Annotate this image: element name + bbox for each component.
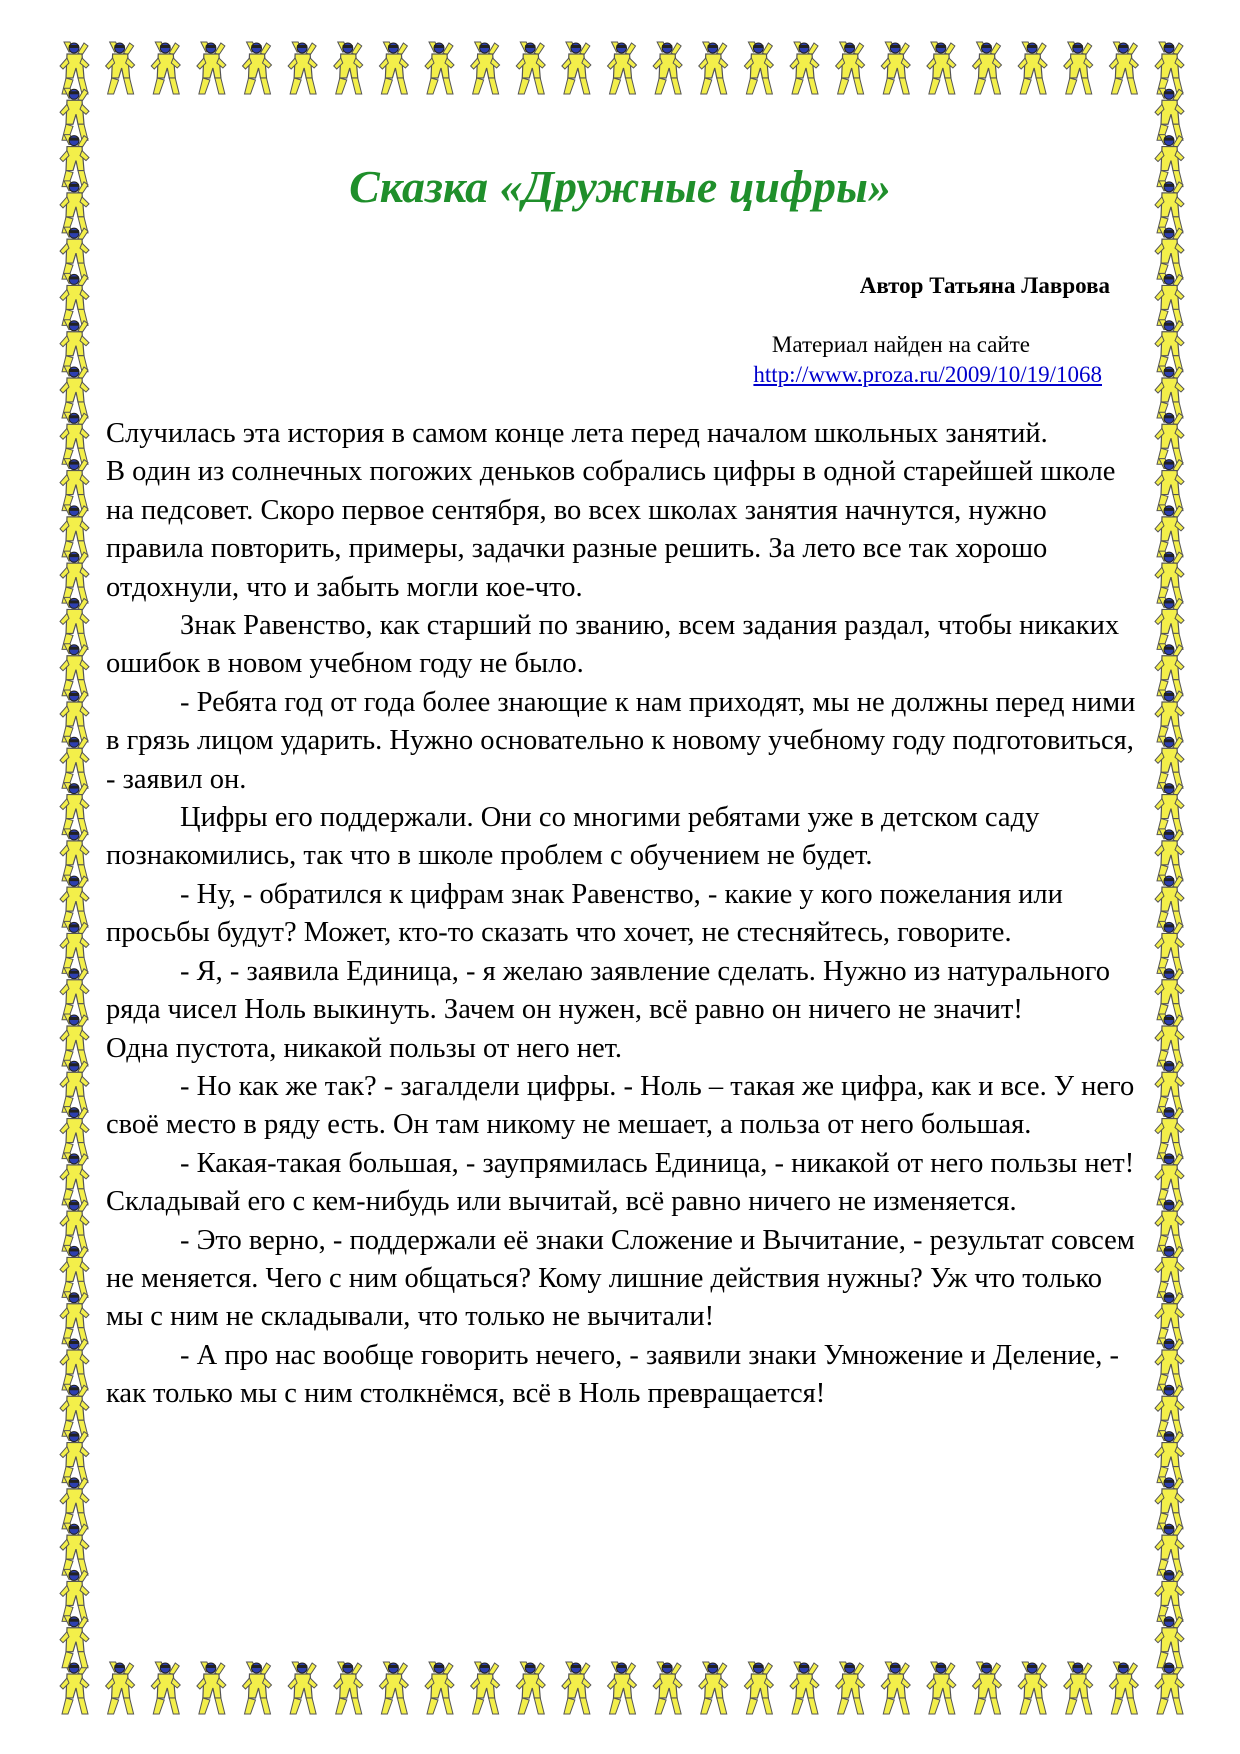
dancing-figure-icon	[60, 597, 89, 649]
dancing-figure-icon	[790, 42, 819, 94]
dancing-figure-icon	[106, 42, 135, 94]
dancing-figure-icon	[1155, 1199, 1184, 1251]
dancing-figure-icon	[60, 366, 89, 418]
dancing-figure-icon	[1155, 1245, 1184, 1297]
dancing-figure-icon	[1155, 459, 1184, 511]
dancing-figure-icon	[1155, 551, 1184, 603]
dancing-figure-icon	[60, 320, 89, 372]
dancing-figure-icon	[60, 1060, 89, 1112]
dancing-figure-icon	[927, 42, 956, 94]
dancing-figure-icon	[60, 459, 89, 511]
dancing-figure-icon	[790, 1662, 819, 1714]
dancing-figure-icon	[516, 42, 545, 94]
dancing-figure-icon	[471, 1662, 500, 1714]
dancing-figure-icon	[106, 1662, 135, 1714]
dancing-figure-icon	[836, 42, 865, 94]
dancing-figure-icon	[881, 42, 910, 94]
dancing-figure-icon	[1155, 736, 1184, 788]
dancing-figure-icon	[699, 42, 728, 94]
dancing-figure-icon	[60, 1107, 89, 1159]
dancing-figure-icon	[1155, 412, 1184, 464]
source-link[interactable]: http://www.proza.ru/2009/10/19/1068	[753, 362, 1102, 387]
dancing-figure-icon	[653, 42, 682, 94]
dancing-figure-icon	[60, 783, 89, 835]
dancing-figure-icon	[1155, 42, 1184, 94]
story-paragraph: - Это верно, - поддержали её знаки Сложение и Вычитание, - результат совсем не меняется. Чего с ним общаться? Кому лишние действия нужны? Уж что только мы с ним не складывали, что только не вычитали!	[106, 1224, 1135, 1333]
dancing-figure-icon	[1109, 1662, 1138, 1714]
dancing-figure-icon	[1109, 42, 1138, 94]
dancing-figure-icon	[744, 1662, 773, 1714]
dancing-figure-icon	[60, 1153, 89, 1205]
dancing-figure-icon	[1155, 1338, 1184, 1390]
story-paragraph: Цифры его поддержали. Они со многими ребятами уже в детском саду познакомились, так что в школе проблем с обучением не будет.	[106, 802, 1040, 872]
dancing-figure-icon	[1155, 1523, 1184, 1575]
dancing-figure-icon	[379, 42, 408, 94]
dancing-figure-icon	[60, 1338, 89, 1390]
dancing-figure-icon	[1064, 42, 1093, 94]
dancing-figure-icon	[60, 227, 89, 279]
dancing-figure-icon	[608, 42, 637, 94]
dancing-figure-icon	[60, 1431, 89, 1483]
dancing-figure-icon	[60, 968, 89, 1020]
author-line: Автор Татьяна Лаврова	[859, 273, 1110, 298]
dancing-figure-icon	[60, 1292, 89, 1344]
dancing-figure-icon	[1155, 1477, 1184, 1529]
dancing-figure-icon	[1155, 1384, 1184, 1436]
dancing-figure-icon	[151, 42, 180, 94]
dancing-figure-icon	[973, 42, 1002, 94]
dancing-figure-icon	[60, 875, 89, 927]
dancing-figure-icon	[653, 1662, 682, 1714]
dancing-figure-icon	[60, 551, 89, 603]
dancing-figure-icon	[1155, 829, 1184, 881]
story-paragraph: В один из солнечных погожих деньков собрались цифры в одной старейшей школе на педсовет. Скоро первое сентября, во всех школах занятия начнутся, нужно правила повторить, примеры, задачки разные решить. За лето все так хорошо отдохнули, что и забыть могли кое-что.	[106, 456, 1116, 603]
dancing-figure-icon	[60, 1199, 89, 1251]
dancing-figure-icon	[334, 42, 363, 94]
dancing-figure-icon	[881, 1662, 910, 1714]
source-label: Материал найден на сайте	[771, 332, 1030, 357]
dancing-figure-icon	[60, 736, 89, 788]
dancing-figure-icon	[60, 42, 89, 94]
dancing-figure-icon	[744, 42, 773, 94]
dancing-figure-icon	[60, 1014, 89, 1066]
dancing-figure-icon	[1155, 1107, 1184, 1159]
dancing-figure-icon	[425, 42, 454, 94]
dancing-figure-icon	[471, 42, 500, 94]
dancing-figure-icon	[1155, 88, 1184, 140]
dancing-figure-icon	[1155, 968, 1184, 1020]
page-title: Сказка «Дружные цифры»	[349, 161, 891, 212]
dancing-figure-icon	[1155, 1014, 1184, 1066]
dancing-figure-icon	[1155, 644, 1184, 696]
dancing-figure-icon	[1155, 320, 1184, 372]
dancing-figure-icon	[562, 42, 591, 94]
dancing-figure-icon	[1155, 366, 1184, 418]
dancing-figure-icon	[699, 1662, 728, 1714]
dancing-figure-icon	[60, 829, 89, 881]
dancing-figure-icon	[60, 1616, 89, 1668]
dancing-figure-icon	[60, 690, 89, 742]
dancing-figure-icon	[60, 1523, 89, 1575]
dancing-figure-icon	[1018, 1662, 1047, 1714]
dancing-figure-icon	[1155, 1431, 1184, 1483]
story-paragraph: - Но как же так? - загалдели цифры. - Ноль – такая же цифра, как и все. У него своё место в ряду есть. Он там никому не мешает, а польза от него большая.	[106, 1070, 1135, 1141]
dancing-figure-icon	[1155, 1569, 1184, 1621]
dancing-figure-icon	[60, 505, 89, 557]
dancing-figure-icon	[60, 273, 89, 325]
dancing-figure-icon	[197, 1662, 226, 1714]
dancing-figure-icon	[516, 1662, 545, 1714]
story-paragraph: Случилась эта история в самом конце лета перед началом школьных занятий.	[106, 418, 1048, 449]
dancing-figure-icon	[1155, 783, 1184, 835]
dancing-figure-icon	[1155, 273, 1184, 325]
dancing-figure-icon	[973, 1662, 1002, 1714]
dancing-figure-icon	[288, 1662, 317, 1714]
dancing-figure-icon	[197, 42, 226, 94]
dancing-figure-icon	[1155, 921, 1184, 973]
dancing-figure-icon	[1155, 1292, 1184, 1344]
dancing-figure-icon	[379, 1662, 408, 1714]
dancing-figure-icon	[1155, 505, 1184, 557]
dancing-figure-icon	[562, 1662, 591, 1714]
story-paragraph: - Ребята год от года более знающие к нам приходят, мы не должны перед ними в грязь лицом ударить. Нужно основательно к новому учебному году подготовиться, - заявил он.	[106, 686, 1136, 795]
dancing-figure-icon	[1155, 1153, 1184, 1205]
dancing-figure-icon	[288, 42, 317, 94]
dancing-figure-icon	[836, 1662, 865, 1714]
dancing-figure-icon	[60, 644, 89, 696]
story-paragraph: - Я, - заявила Единица, - я желаю заявление сделать. Нужно из натурального ряда чисел Ноль выкинуть. Зачем он нужен, всё равно он ничего не значит!	[106, 955, 1111, 1026]
source-block	[753, 330, 1102, 390]
dancing-figure-icon	[1155, 875, 1184, 927]
dancing-figure-icon	[1155, 597, 1184, 649]
dancing-figure-icon	[60, 1384, 89, 1436]
dancing-figure-icon	[60, 1569, 89, 1621]
story-body	[106, 415, 1146, 1414]
dancing-figure-icon	[60, 412, 89, 464]
dancing-figure-icon	[60, 921, 89, 973]
story-paragraph: Знак Равенство, как старший по званию, всем задания раздал, чтобы никаких ошибок в новом учебном году не было.	[106, 610, 1120, 680]
dancing-figure-icon	[1155, 227, 1184, 279]
story-paragraph: - Какая-такая большая, - заупрямилась Единица, - никакой от него пользы нет! Складывай его с кем-нибудь или вычитай, всё равно ничего не изменяется.	[106, 1147, 1135, 1218]
dancing-figure-icon	[1155, 1060, 1184, 1112]
dancing-figure-icon	[1155, 1662, 1184, 1714]
dancing-figure-icon	[1155, 1616, 1184, 1668]
dancing-figure-icon	[60, 1245, 89, 1297]
dancing-figure-icon	[151, 1662, 180, 1714]
dancing-figure-icon	[334, 1662, 363, 1714]
story-paragraph: Одна пустота, никакой пользы от него нет.	[106, 1032, 623, 1064]
story-paragraph: - А про нас вообще говорить нечего, - заявили знаки Умножение и Деление, - как только мы с ним столкнёмся, всё в Ноль превращается!	[106, 1339, 1119, 1410]
story-paragraph: - Ну, - обратился к цифрам знак Равенство, - какие у кого пожелания или просьбы будут? Может, кто-то сказать что хочет, не стесняйтесь, говорите.	[106, 878, 1063, 949]
dancing-figure-icon	[243, 42, 272, 94]
dancing-figure-icon	[1064, 1662, 1093, 1714]
dancing-figure-icon	[60, 1662, 89, 1714]
dancing-figure-icon	[927, 1662, 956, 1714]
dancing-figure-icon	[1018, 42, 1047, 94]
dancing-figure-icon	[1155, 690, 1184, 742]
dancing-figure-icon	[425, 1662, 454, 1714]
dancing-figure-icon	[60, 88, 89, 140]
dancing-figure-icon	[60, 1477, 89, 1529]
dancing-figure-icon	[608, 1662, 637, 1714]
dancing-figure-icon	[243, 1662, 272, 1714]
